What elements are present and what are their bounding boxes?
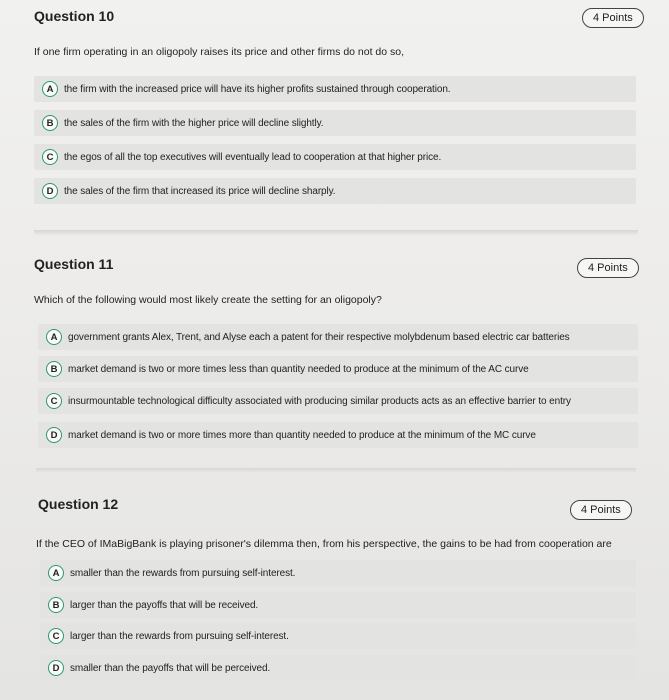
- option-text: insurmountable technological difficulty associated with producing similar products acts as an effective barrier to entry: [68, 395, 571, 407]
- question-11-option-a[interactable]: [38, 324, 638, 350]
- question-10-points: 4 Points: [582, 8, 644, 28]
- option-letter-badge: C: [42, 149, 58, 165]
- question-11-option-b[interactable]: [38, 356, 638, 382]
- option-text: the sales of the firm that increased its price will decline sharply.: [64, 185, 336, 197]
- question-10-text: If one firm operating in an oligopoly raises its price and other firms do not do so,: [34, 46, 405, 58]
- option-letter-badge: D: [42, 183, 58, 199]
- section-divider: [34, 230, 638, 235]
- question-10-title: Question 10: [34, 8, 115, 24]
- option-text: the firm with the increased price will have its higher profits sustained through cooperation.: [64, 83, 451, 95]
- question-11-points: 4 Points: [577, 258, 639, 278]
- question-12-option-d[interactable]: [40, 655, 636, 681]
- question-12-option-c[interactable]: [40, 623, 636, 649]
- question-12-title: Question 12: [38, 496, 119, 512]
- option-text: the sales of the firm with the higher price will decline slightly.: [64, 117, 324, 129]
- question-12-option-a[interactable]: [40, 560, 636, 586]
- option-text: smaller than the payoffs that will be perceived.: [70, 662, 271, 674]
- option-text: government grants Alex, Trent, and Alyse each a patent for their respective molybdenum based electric car batteries: [68, 331, 570, 343]
- option-letter-badge: B: [42, 115, 58, 131]
- question-10-option-c[interactable]: [34, 144, 636, 170]
- option-letter-badge: D: [46, 427, 62, 443]
- option-text: larger than the rewards from pursuing self-interest.: [70, 630, 289, 642]
- option-letter-badge: B: [46, 361, 62, 377]
- question-10-option-d[interactable]: [34, 178, 636, 204]
- question-12-option-b[interactable]: [40, 592, 636, 618]
- option-text: smaller than the rewards from pursuing self-interest.: [70, 567, 296, 579]
- option-letter-badge: A: [48, 565, 64, 581]
- question-11-option-d[interactable]: [38, 422, 638, 448]
- option-letter-badge: C: [46, 393, 62, 409]
- question-12-text: If the CEO of IMaBigBank is playing prisoner's dilemma then, from his perspective, the gains to be had from cooperation are: [36, 538, 612, 550]
- option-letter-badge: A: [42, 81, 58, 97]
- option-letter-badge: B: [48, 597, 64, 613]
- option-text: market demand is two or more times less than quantity needed to produce at the minimum of the AC curve: [68, 363, 529, 375]
- question-11-text: Which of the following would most likely create the setting for an oligopoly?: [34, 294, 382, 306]
- option-letter-badge: D: [48, 660, 64, 676]
- option-letter-badge: C: [48, 628, 64, 644]
- option-text: market demand is two or more times more than quantity needed to produce at the minimum of the MC curve: [68, 429, 536, 441]
- option-text: larger than the payoffs that will be received.: [70, 599, 259, 611]
- question-10-option-a[interactable]: [34, 76, 636, 102]
- question-12-points: 4 Points: [570, 500, 632, 520]
- question-11-title: Question 11: [34, 256, 114, 272]
- question-10-option-b[interactable]: [34, 110, 636, 136]
- question-11-option-c[interactable]: [38, 388, 638, 414]
- option-letter-badge: A: [46, 329, 62, 345]
- option-text: the egos of all the top executives will eventually lead to cooperation at that higher price.: [64, 151, 442, 163]
- section-divider: [36, 468, 636, 473]
